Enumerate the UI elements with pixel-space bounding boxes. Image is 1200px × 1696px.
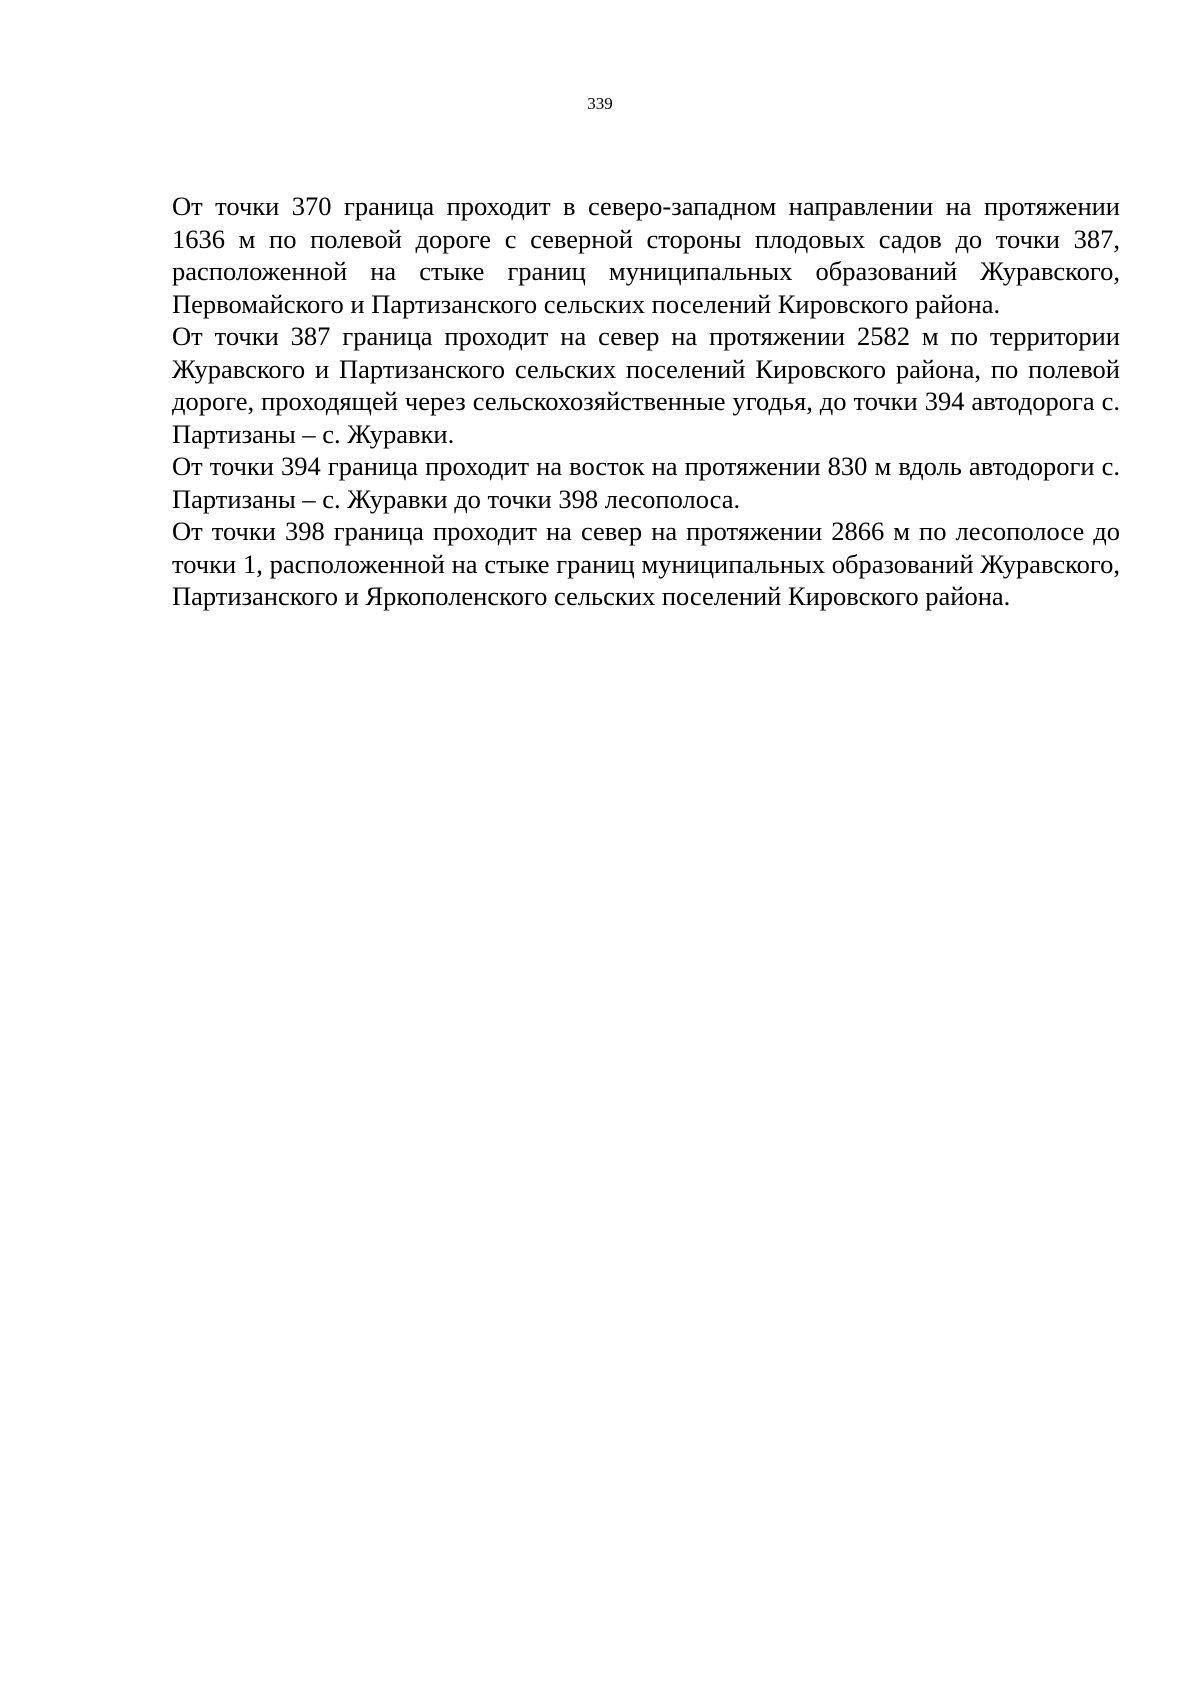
paragraph-point-370: От точки 370 граница проходит в северо-западном направлении на протяжении 1636 м по полевой дороге с северной стороны плодовых садов до точки 387, расположенной на стыке границ муниципальных образований Журавского, Первомайского и Партизанского сельских поселений Кировского района. bbox=[172, 191, 1120, 319]
paragraph-point-398: От точки 398 граница проходит на север на протяжении 2866 м по лесополосе до точки 1, расположенной на стыке границ муниципальных образований Журавского, Партизанского и Яркополенского сельских поселений Кировского района. bbox=[172, 516, 1120, 611]
paragraph-point-394: От точки 394 граница проходит на восток на протяжении 830 м вдоль автодороги с. Партизаны – с. Журавки до точки 398 лесополоса. bbox=[172, 451, 1120, 514]
page-number: 339 bbox=[587, 94, 613, 113]
paragraph-point-387: От точки 387 граница проходит на север на протяжении 2582 м по территории Журавского и Партизанского сельских поселений Кировского района, по полевой дороге, проходящей через сельскохозяйственные угодья, до точки 394 автодорога с. Партизаны – с. Журавки. bbox=[172, 321, 1120, 449]
document-body bbox=[172, 190, 1120, 613]
